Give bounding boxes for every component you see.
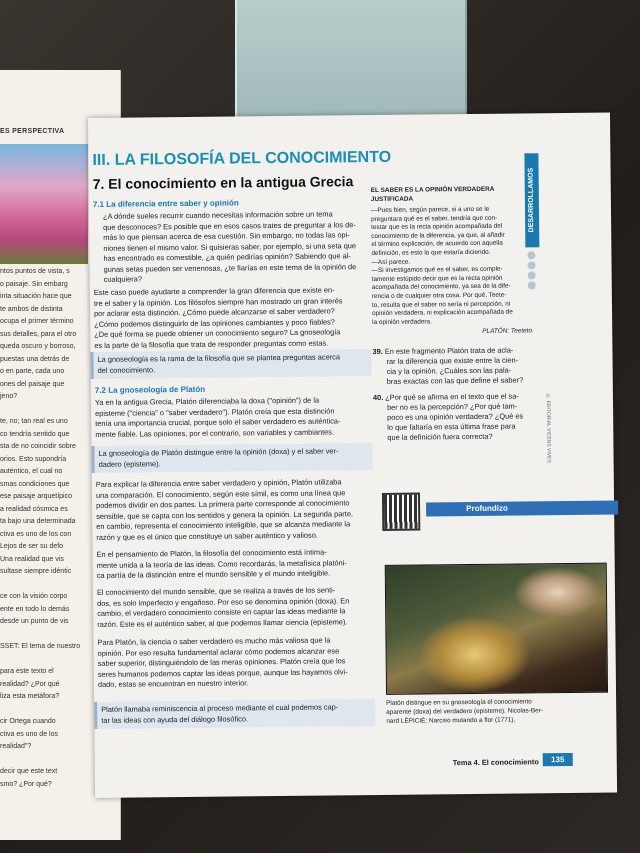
paragraph <box>94 285 343 351</box>
left-page-line: desde un punto de vis <box>0 618 69 625</box>
text-line: El conocimiento del mundo sensible, que se realiza a través de los senti- <box>96 585 336 597</box>
text-line: sensible, que se capta con los sentidos y genera la opinión. La segunda parte, <box>96 508 353 521</box>
text-line: En el pensamiento de Platón, la filosofía del conocimiento está íntima- <box>96 547 327 559</box>
text-line: La gnoseología de Platón distingue entre la opinión (doxa) y el saber ver- <box>98 446 339 458</box>
caption-line: aparente (doxa) del verdadero (episteme). Nicolas-Ber- <box>386 707 543 716</box>
sidebar-title: EL SABER ES LA OPINIÓN VERDADERA JUSTIFICADA <box>370 185 495 203</box>
question-line: rar la diferencia que existe entre la cien- <box>386 355 519 366</box>
left-page-line: ctiva es uno de los con <box>0 530 72 538</box>
left-page-line: ente en todo lo demás <box>0 605 70 613</box>
left-page-line: Lejos de ser su defo <box>0 543 64 550</box>
left-page-line: cir Ortega cuando <box>0 718 56 725</box>
left-page-line: para este texto el <box>0 668 54 675</box>
text-line: tre el saber y la opinión. Los filósofos siempre han mostrado un gran interés <box>93 295 343 308</box>
question-line: poco es una opinión verdadera? ¿Qué es <box>387 411 524 422</box>
left-page-line: decir que este text <box>0 768 58 775</box>
question-line: que la definición fuera correcta? <box>387 431 493 442</box>
quote-line: opinión verdadera, ni explicación acompañada de <box>372 308 513 318</box>
left-page-line: puestas una detrás de <box>0 355 70 363</box>
definition-box <box>90 349 371 379</box>
quote-line: definición, es esto lo que estaría diciendo. <box>371 248 491 258</box>
text-line: ¿Cómo podemos distinguirlo de las opiniones cambiantes y poco fiables? <box>94 316 335 329</box>
quote-line: conocimiento de la diferencia, ya que, al añadir <box>371 231 505 240</box>
text-line: dos, es solo imperfecto y engañoso. Por eso se denomina opinión (doxa). En <box>97 595 350 608</box>
text-line: opinión. Por eso resulta fundamental aclarar cómo podemos alcanzar ese <box>97 645 340 658</box>
left-page-line: sta de no coincidir sobre <box>0 443 76 450</box>
left-page-line: ce con la visión corpo <box>0 593 68 600</box>
text-line: podemos dividir en dos partes. La primera parte corresponde al conocimiento <box>96 498 350 510</box>
page-footer: Tema 4. El conocimiento <box>452 757 539 768</box>
left-page-line: realidad"? <box>0 743 32 750</box>
chapter-title: III. LA FILOSOFÍA DEL CONOCIMIENTO <box>92 148 392 169</box>
left-page-line: a realidad cósmica es <box>0 505 68 513</box>
text-line: una comparación. El conocimiento, según este símil, es como una línea que <box>95 487 346 500</box>
text-line: ca partía de la distinción entre el mundo sensible y el mundo inteligible. <box>96 568 331 580</box>
left-page-line: liza esta metáfora? <box>0 693 60 700</box>
left-page-line: sultase siempre idéntic <box>0 568 72 575</box>
text-line: dado, estas se encuentran en nuestro interior. <box>97 678 249 689</box>
text-line: más lo que piensan acerca de esa cuestión. Sin embargo, no todas las opi- <box>103 230 350 242</box>
question-line: lo que faltaría en esta última frase para <box>387 421 516 432</box>
flower-field-photo <box>0 144 88 264</box>
caption-line: nard LÉPICIÉ: Narciso mutando a flor (1771). <box>386 716 516 725</box>
quote-line: acompañada del conocimiento, ya sea de la dife- <box>371 282 511 292</box>
paragraph <box>93 209 356 285</box>
desarrollamos-tab: DESARROLLAMOS <box>524 153 539 247</box>
left-page-header: ES PERSPECTIVA <box>0 128 65 135</box>
definition-box <box>91 443 372 473</box>
left-page-line: inta situación hace que <box>0 293 72 300</box>
text-line: del conocimiento. <box>97 364 156 375</box>
quote-line: —Pues bien, según parece, si a uno se le <box>370 205 490 215</box>
question-line: 40. ¿Por qué se afirma en el texto que el sa- <box>372 391 519 403</box>
question-number: 40. <box>372 392 386 403</box>
left-page-line <box>0 404 95 417</box>
sidebar-source: PLATÓN: Teeteto. <box>482 327 534 335</box>
quote-line: to, resulta que el saber no sería ni percepción, ni <box>371 300 511 309</box>
left-page-line: ones del paisaje que <box>0 380 65 388</box>
subsection-title-7-1: 7.1 La diferencia entre saber y opinión <box>92 198 239 209</box>
text-line: mente unida a la teoría de las ideas. Como recordarás, la metafísica platóni- <box>96 557 347 570</box>
text-line: seres humanos podemos captar las ideas porque, aunque las hayamos olvi- <box>97 666 348 679</box>
text-line: Platón llamaba reminiscencia al proceso mediante el cual podemos cap- <box>101 702 339 714</box>
text-line: que desconoces? Es posible que en esos casos trates de preguntar a los de- <box>103 219 356 232</box>
text-line: Para Platón, la ciencia o saber verdadero es mucho más valiosa que la <box>97 635 331 647</box>
profundizo-banner: Profundizo <box>426 500 618 516</box>
question-line: ber no es la percepción? ¿Por qué tam- <box>386 401 518 412</box>
left-page-line: te ambos de distinta <box>0 305 63 313</box>
left-page-line: te, no; tan real es uno <box>0 418 68 425</box>
left-page-line: co tendría sentido que <box>0 430 70 438</box>
text-line: razón y que es el único que constituye un saber auténtico y valioso. <box>96 530 318 542</box>
text-line: mente fiable. Las opiniones, por el contrario, son variables y cambiantes. <box>95 426 335 439</box>
text-line: en cambio, representa el conocimiento inteligible, que se alcanza mediante la <box>96 519 351 531</box>
left-page-line: auténtico, el cual no <box>0 468 63 475</box>
caption-line: Platón distingue en su gnoseología el conocimiento <box>386 698 532 707</box>
narcissus-painting <box>385 563 608 695</box>
paragraph <box>97 585 350 630</box>
text-line: gunas setas pueden ser venenosas, ¿te fiarías en este tema de la opinión de <box>103 261 357 274</box>
paragraph <box>97 635 347 690</box>
paragraph <box>95 395 341 440</box>
left-page-line: o paisaje. Sin embarg <box>0 280 68 288</box>
quote-line: rencia o de cualquier otra cosa. Por qué, Teete- <box>371 291 507 300</box>
text-line: tar las ideas con ayuda del diálogo filosófico. <box>101 713 249 725</box>
question-40 <box>373 391 524 443</box>
definition-box <box>94 699 375 729</box>
left-page-line <box>0 579 95 592</box>
question-39 <box>372 345 523 387</box>
text-line: niones tienen el mismo valor. Si quisieras saber, por ejemplo, si una seta que <box>103 240 357 253</box>
text-line: Este caso puede ayudarte a comprender la gran diferencia que existe en- <box>93 285 335 297</box>
text-line: cualquiera? <box>103 274 142 284</box>
left-page-line <box>0 704 95 717</box>
section-title: 7. El conocimiento en la antigua Grecia <box>92 173 354 192</box>
question-line: bras exactas con las que define el saber? <box>386 375 524 386</box>
text-line: es la parte de la filosofía que trata de responder preguntas como estas. <box>94 337 329 350</box>
left-page-line: realidad? ¿Por qué <box>0 680 60 688</box>
quote-line: preguntara qué es el saber, tendría que con- <box>371 214 498 223</box>
left-page-line: SSET: El tema de nuestro <box>0 643 81 650</box>
question-line: cia y la opinión. ¿Cuáles son las pala- <box>386 365 512 376</box>
page-number: 135 <box>543 753 573 766</box>
text-line: Ya en la antigua Grecia, Platón diferenciaba la doxa ("opinión") de la <box>94 395 320 407</box>
quote-line: —Si investigamos qué es el saber, es comple- <box>371 265 503 275</box>
text-line: has encontrado es comestible, ¿a quién pedirías opinión? Sabiendo que al- <box>103 251 351 263</box>
left-page-line: ese paisaje arquetípico <box>0 493 72 500</box>
quote-line: tamente estúpido decir que es la recta opinión <box>371 274 503 283</box>
text-line: saber superior, distinguiéndolo de las meras opiniones. Platón creía que los <box>97 656 346 668</box>
publisher-note: © EDITORIAL VICENS VIVES <box>544 393 552 463</box>
text-line: por aclarar esta distinción. ¿Cómo puede alcanzarse el saber verdadero? <box>93 306 335 318</box>
left-page-line: jeno? <box>0 393 18 400</box>
left-page-line: ctiva es uno de los <box>0 730 58 738</box>
left-page-line: smas condiciones que <box>0 480 70 488</box>
text-line: dadero (episteme). <box>98 458 161 469</box>
glass-object <box>235 0 467 122</box>
question-number: 39. <box>372 346 385 357</box>
left-page-line <box>0 654 95 667</box>
painting-caption <box>386 697 608 726</box>
tab-dots <box>521 249 541 291</box>
left-page-line: ntos puntos de vista, s <box>0 268 70 275</box>
question-line: 39. En este fragmento Platón trata de acla- <box>372 345 514 357</box>
text-line: tenía una importancia crucial, porque solo el saber verdadero es auténtica- <box>95 416 341 428</box>
qr-code[interactable] <box>382 493 420 531</box>
left-page-line: o en parte, cada uno <box>0 368 65 375</box>
paragraph <box>97 547 348 581</box>
text-line: ¿De qué forma se puede obtener un conocimiento seguro? La gnoseología <box>94 327 341 339</box>
left-page-line <box>0 629 95 642</box>
sidebar-quote <box>371 206 513 328</box>
text-line: La gnoseología es la rama de la filosofía que se plantea preguntas acerca <box>97 352 340 364</box>
left-page-line: Una realidad que vis <box>0 555 64 563</box>
text-line: Para explicar la diferencia entre saber verdadero y opinión, Platón utilizaba <box>95 477 342 489</box>
text-line: cambio, el verdadero conocimiento consiste en captar las ideas mediante la <box>97 606 346 618</box>
text-line: razón. Este es el auténtico saber, al que podemos llamar ciencia (episteme). <box>97 616 348 629</box>
left-page-text <box>0 266 95 791</box>
text-line: episteme ("ciencia" o "saber verdadero"). Platón creía que esta distinción <box>95 405 335 418</box>
quote-line: el término explicación, de acuerdo con aquella <box>371 240 503 249</box>
left-page-line: queda oscuro y borroso, <box>0 343 76 350</box>
quote-line: testar que es la recta opinión acompañada del <box>371 222 503 232</box>
left-page-line: sus detalles, para el otro <box>0 330 77 338</box>
left-page-line <box>0 754 95 767</box>
left-page-line: orios. Esto supondría <box>0 455 67 463</box>
text-line: ¿A dónde sueles recurrir cuando necesitas información sobre un tema <box>102 209 333 221</box>
quote-line: la opinión verdadera. <box>372 318 432 326</box>
quote-line: —Así parece. <box>371 258 411 266</box>
left-page-line: smo? ¿Por qué? <box>0 780 52 788</box>
left-page-line: ta bajo una determinada <box>0 518 76 525</box>
book-page <box>88 113 617 798</box>
paragraph <box>96 477 353 543</box>
subsection-title-7-2: 7.2 La gnoseología de Platón <box>94 384 206 395</box>
left-page-line: ocupa el primer término <box>0 318 74 325</box>
